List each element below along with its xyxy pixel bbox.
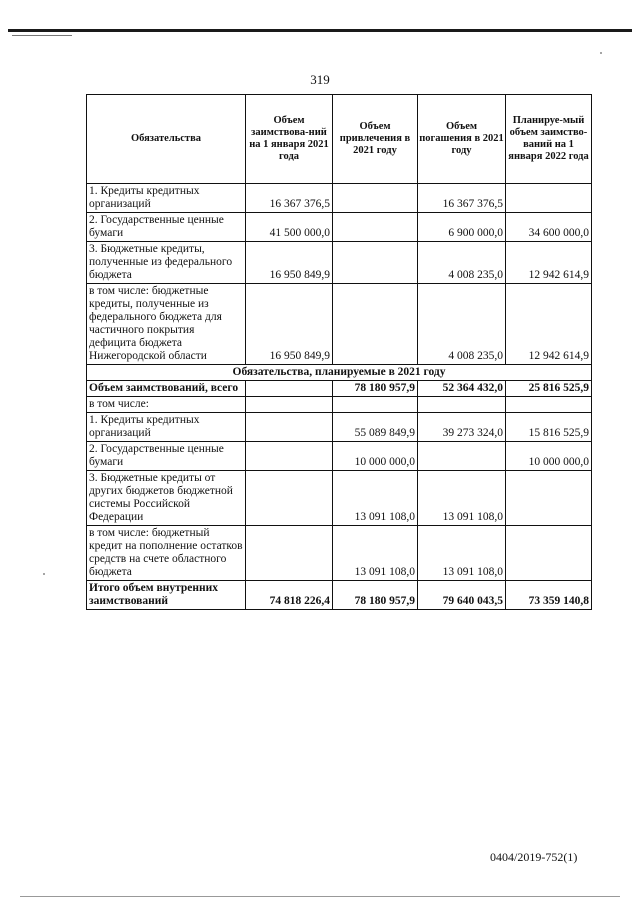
section-title: Обязательства, планируемые в 2021 году (87, 365, 592, 381)
cell-value (333, 242, 418, 284)
document-code: 0404/2019-752(1) (490, 850, 578, 864)
table-row (87, 413, 592, 442)
borrowings-table (86, 94, 592, 610)
row-label: 1. Кредиты кредитных организаций (87, 184, 246, 213)
cell-value (246, 526, 333, 581)
table-row (87, 471, 592, 526)
table-row (87, 381, 592, 397)
header-obligations: Обязательства (87, 95, 246, 184)
scan-edge-top (8, 29, 632, 32)
cell-value (333, 213, 418, 242)
row-label: 2. Государственные ценные бумаги (87, 213, 246, 242)
cell-value (506, 471, 592, 526)
table-row (87, 242, 592, 284)
total-value: 79 640 043,5 (418, 581, 506, 610)
total-value: 78 180 957,9 (333, 581, 418, 610)
row-label: 3. Бюджетные кредиты, полученные из федерального бюджета (87, 242, 246, 284)
cell-value: 6 900 000,0 (418, 213, 506, 242)
cell-value (246, 397, 333, 413)
cell-value: 78 180 957,9 (333, 381, 418, 397)
cell-value (333, 284, 418, 365)
cell-value: 25 816 525,9 (506, 381, 592, 397)
cell-value: 10 000 000,0 (506, 442, 592, 471)
header-planned-jan-2022: Планируе-мый объем заимство-ваний на 1 января 2022 года (506, 95, 592, 184)
cell-value: 13 091 108,0 (333, 526, 418, 581)
cell-value (418, 442, 506, 471)
cell-value: 16 950 849,9 (246, 284, 333, 365)
table-row (87, 284, 592, 365)
cell-value: 52 364 432,0 (418, 381, 506, 397)
row-label: в том числе: бюджетный кредит на пополнение остатков средств на счете областного бюджета (87, 526, 246, 581)
row-label: Объем заимствований, всего (87, 381, 246, 397)
section-row (87, 365, 592, 381)
header-volume-jan-2021: Объем заимствова-ний на 1 января 2021 года (246, 95, 333, 184)
cell-value: 4 008 235,0 (418, 284, 506, 365)
total-row (87, 581, 592, 610)
cell-value: 16 367 376,5 (246, 184, 333, 213)
row-label: 2. Государственные ценные бумаги (87, 442, 246, 471)
total-value: 73 359 140,8 (506, 581, 592, 610)
cell-value: 13 091 108,0 (333, 471, 418, 526)
cell-value: 4 008 235,0 (418, 242, 506, 284)
cell-value: 41 500 000,0 (246, 213, 333, 242)
total-value: 74 818 226,4 (246, 581, 333, 610)
row-label: в том числе: бюджетные кредиты, полученные из федерального бюджета для частичного покрытия дефицита бюджета Нижегородской области (87, 284, 246, 365)
cell-value (506, 397, 592, 413)
cell-value: 12 942 614,9 (506, 242, 592, 284)
cell-value: 12 942 614,9 (506, 284, 592, 365)
scan-edge-bottom (20, 896, 620, 897)
table-row (87, 184, 592, 213)
table-row (87, 442, 592, 471)
cell-value: 16 950 849,9 (246, 242, 333, 284)
header-attraction-2021: Объем привлечения в 2021 году (333, 95, 418, 184)
cell-value (246, 471, 333, 526)
table-row (87, 213, 592, 242)
cell-value: 55 089 849,9 (333, 413, 418, 442)
cell-value: 10 000 000,0 (333, 442, 418, 471)
cell-value (506, 526, 592, 581)
header-repayment-2021: Объем погашения в 2021 году (418, 95, 506, 184)
row-label: в том числе: (87, 397, 246, 413)
scan-edge-mark (12, 35, 72, 36)
cell-value (333, 184, 418, 213)
cell-value (506, 184, 592, 213)
cell-value (246, 442, 333, 471)
cell-value (246, 381, 333, 397)
cell-value: 39 273 324,0 (418, 413, 506, 442)
cell-value (418, 397, 506, 413)
table-header-row (87, 95, 592, 184)
scan-speck (600, 52, 602, 54)
scan-speck (43, 573, 45, 575)
page-number: 319 (310, 72, 330, 87)
cell-value: 13 091 108,0 (418, 526, 506, 581)
cell-value: 15 816 525,9 (506, 413, 592, 442)
table-row (87, 526, 592, 581)
cell-value (333, 397, 418, 413)
cell-value: 34 600 000,0 (506, 213, 592, 242)
cell-value: 16 367 376,5 (418, 184, 506, 213)
table-row (87, 397, 592, 413)
row-label: 1. Кредиты кредитных организаций (87, 413, 246, 442)
total-label: Итого объем внутренних заимствований (87, 581, 246, 610)
row-label: 3. Бюджетные кредиты от других бюджетов бюджетной системы Российской Федерации (87, 471, 246, 526)
cell-value: 13 091 108,0 (418, 471, 506, 526)
cell-value (246, 413, 333, 442)
